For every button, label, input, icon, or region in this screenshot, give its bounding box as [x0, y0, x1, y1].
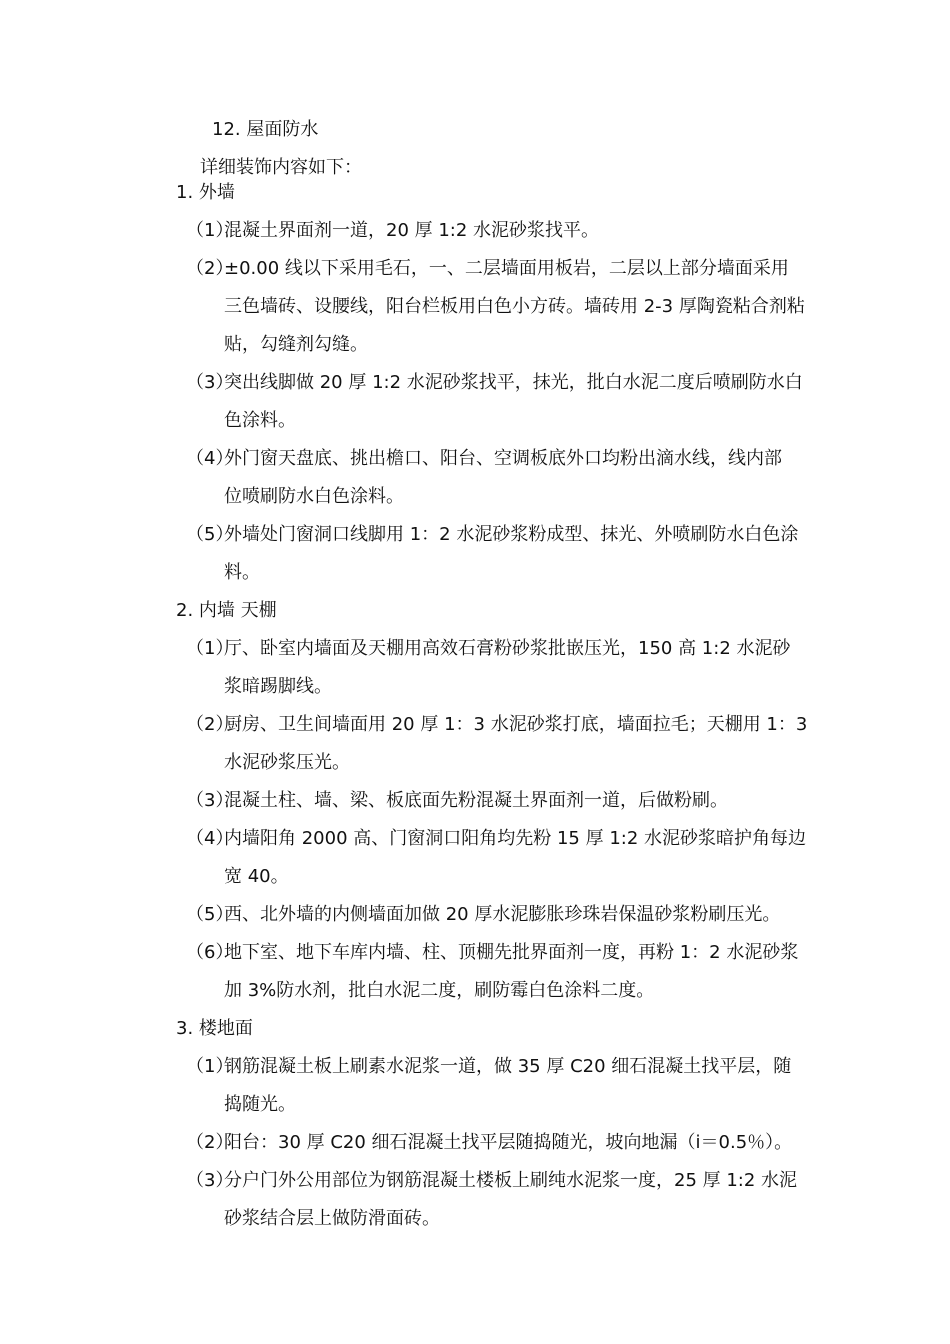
item-number: （5）	[186, 524, 234, 545]
item-text: ±0.00 线以下采用毛石，一、二层墙面用板岩，二层以上部分墙面采用	[224, 258, 789, 279]
item-number: （4）	[186, 828, 234, 849]
item-number: （6）	[186, 942, 234, 963]
section-heading-interior-wall-ceiling: 2. 内墙 天棚	[176, 600, 277, 621]
item-text: 阳台：30 厚 C20 细石混凝土找平层随捣随光，坡向地漏（i＝0.5％）。	[224, 1132, 793, 1153]
item-number: （3）	[186, 1170, 234, 1191]
item-number: （3）	[186, 372, 234, 393]
item-text-cont: 宽 40。	[224, 866, 289, 887]
item-number: （4）	[186, 448, 234, 469]
item-number: （1）	[186, 1056, 234, 1077]
item-number: （2）	[186, 258, 234, 279]
item-number: （3）	[186, 790, 234, 811]
item-12-roof-waterproofing: 12. 屋面防水	[212, 119, 319, 140]
item-number: （2）	[186, 714, 234, 735]
item-text: 厨房、卫生间墙面用 20 厚 1：3 水泥砂浆打底，墙面拉毛；天棚用 1：3	[224, 714, 808, 735]
item-number: （1）	[186, 220, 234, 241]
item-text: 厅、卧室内墙面及天棚用高效石膏粉砂浆批嵌压光，150 高 1:2 水泥砂	[224, 638, 791, 659]
section-heading-exterior-wall: 1. 外墙	[176, 182, 235, 203]
item-text: 外墙处门窗洞口线脚用 1：2 水泥砂浆粉成型、抹光、外喷刷防水白色涂	[224, 524, 799, 545]
item-text-cont: 位喷刷防水白色涂料。	[224, 486, 404, 507]
item-text-cont: 加 3%防水剂，批白水泥二度，刷防霉白色涂料二度。	[224, 980, 655, 1001]
item-text-cont: 色涂料。	[224, 410, 296, 431]
item-text-cont: 贴，勾缝剂勾缝。	[224, 334, 368, 355]
item-text-cont: 捣随光。	[224, 1094, 296, 1115]
item-text-cont: 三色墙砖、设腰线，阳台栏板用白色小方砖。墙砖用 2-3 厚陶瓷粘合剂粘	[224, 296, 805, 317]
item-text: 地下室、地下车库内墙、柱、顶棚先批界面剂一度，再粉 1：2 水泥砂浆	[224, 942, 799, 963]
item-text-cont: 浆暗踢脚线。	[224, 676, 332, 697]
item-text: 混凝土柱、墙、梁、板底面先粉混凝土界面剂一道，后做粉刷。	[224, 790, 728, 811]
item-text: 钢筋混凝土板上刷素水泥浆一道，做 35 厚 C20 细石混凝土找平层，随	[224, 1056, 792, 1077]
item-number: （1）	[186, 638, 234, 659]
item-text: 突出线脚做 20 厚 1:2 水泥砂浆找平，抹光，批白水泥二度后喷刷防水白	[224, 372, 803, 393]
section-heading-floors: 3. 楼地面	[176, 1018, 253, 1039]
item-text: 内墙阳角 2000 高、门窗洞口阳角均先粉 15 厚 1:2 水泥砂浆暗护角每边	[224, 828, 807, 849]
item-text-cont: 料。	[224, 562, 260, 583]
lead-text: 详细装饰内容如下：	[200, 157, 362, 178]
item-text: 分户门外公用部位为钢筋混凝土楼板上刷纯水泥浆一度，25 厚 1:2 水泥	[224, 1170, 798, 1191]
item-text: 西、北外墙的内侧墙面加做 20 厚水泥膨胀珍珠岩保温砂浆粉刷压光。	[224, 904, 781, 925]
item-text: 外门窗天盘底、挑出檐口、阳台、空调板底外口均粉出滴水线，线内部	[224, 448, 782, 469]
item-text-cont: 砂浆结合层上做防滑面砖。	[224, 1208, 440, 1229]
item-text-cont: 水泥砂浆压光。	[224, 752, 350, 773]
item-number: （2）	[186, 1132, 234, 1153]
item-text: 混凝土界面剂一道，20 厚 1:2 水泥砂浆找平。	[224, 220, 600, 241]
item-number: （5）	[186, 904, 234, 925]
